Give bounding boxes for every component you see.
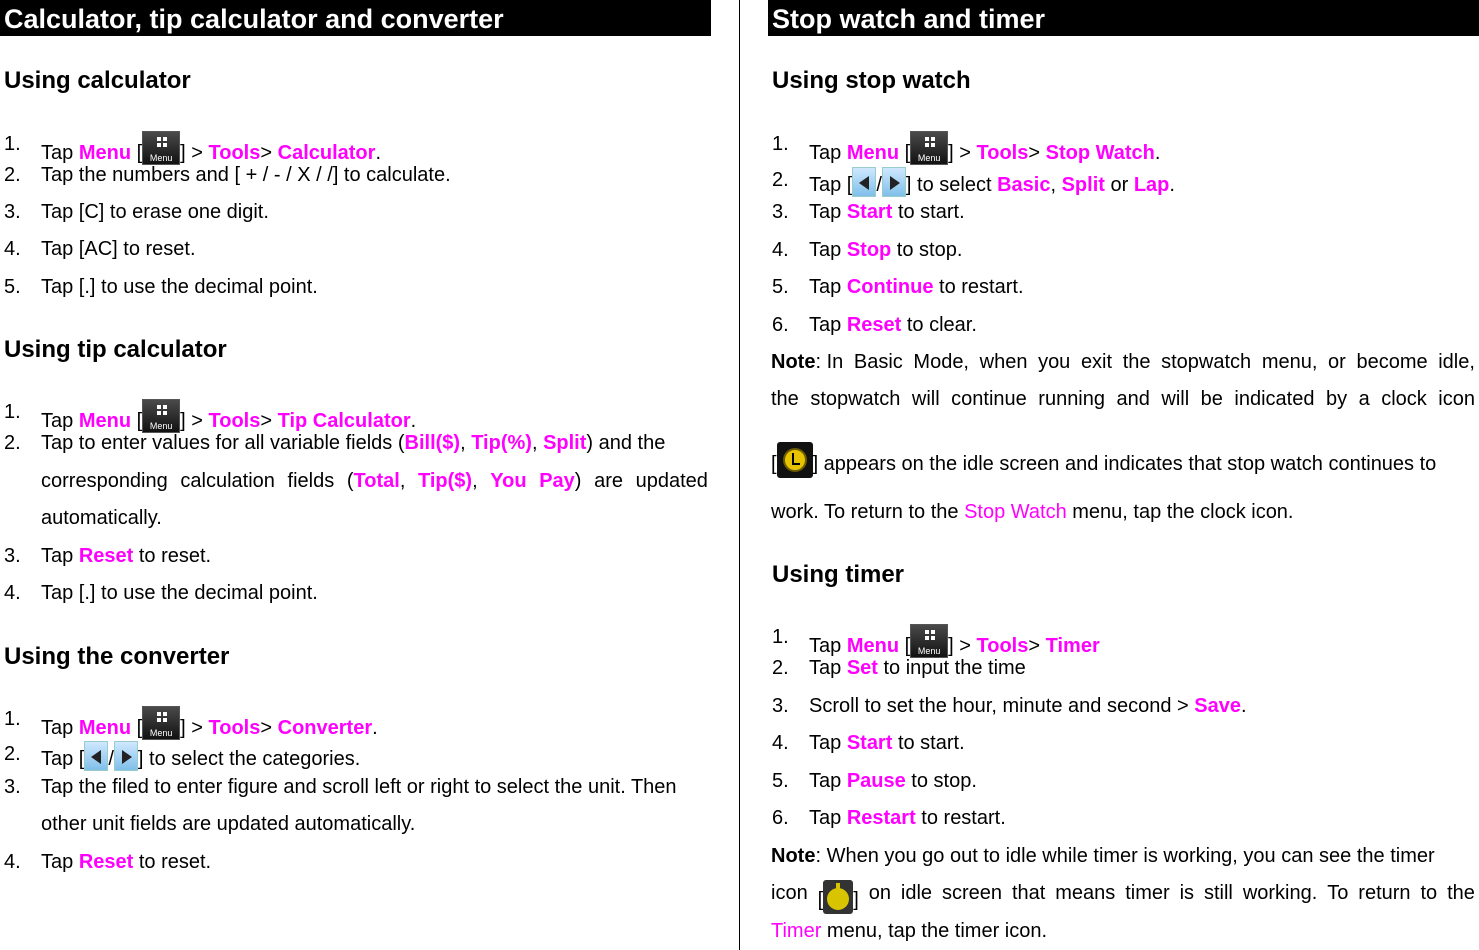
timer-note-line-1: Note: When you go out to idle while timer is working, you can see the timer [771,845,1435,867]
right-column: Stop watch and timer Using stop watch 1. Tap Menu [ Menu ] > Tools> Stop Watch. 2. Tap [ / ] to select Basic, Split or Lap. 3. Tap Start to start. 4. Tap Stop to stop. 5. Tap Continue to restart. 6. Tap Reset to clear. Note: In Basic Mode, when you exit the stopwatch menu, or become idle, the stopwatch will continue running and will be indicated by a clock icon [ ] appears on the idle screen and indicates that stop watch continues to work. To return to the Stop Watch menu, tap the clock icon. Using timer 1. Tap Menu [ Menu ] > Tools> Timer 2. Tap Set to input the time 3. Scroll to set the hour, minute and second > Save. 4. Tap Start to start. 5. Tap Pause to stop. 6. Tap Restart to restart. Note: When you go out to idle while timer is working, you can see the timer icon [ ] on idle screen that means timer is still working. To return to the Timer menu, tap the timer icon. [768,0,1479,36]
calculator-keyword: Calculator [277,142,376,164]
timer-note-line-3: Timer menu, tap the timer icon. [771,920,1048,942]
menu-icon: Menu [142,399,180,433]
sw-note-line-2: the stopwatch will continue running and will be indicated by a clock icon [771,388,1475,410]
menu-icon: Menu [910,131,948,165]
column-divider [739,0,740,950]
menu-icon: Menu [142,131,180,165]
right-title-bar: Stop watch and timer [768,0,1479,36]
timer-heading: Using timer [772,561,905,588]
arrow-right-icon [114,741,138,771]
menu-icon: Menu [910,624,948,658]
left-title-bar: Calculator, tip calculator and converter [0,0,711,36]
tip-step-2-line-2: corresponding calculation fields (Total, Tip($), You Pay) are updated [41,470,708,492]
timer-note-line-2: icon [ ] on idle screen that means timer is still working. To return to the [771,880,1475,914]
timer-keyword: Timer [1045,635,1100,657]
arrow-left-icon [852,167,876,197]
stopwatch-heading: Using stop watch [772,67,971,94]
clock-icon [777,442,813,478]
menu-icon: Menu [142,706,180,740]
timer-icon [823,880,853,914]
tip-calculator-keyword: Tip Calculator [277,410,411,432]
stop-watch-link: Stop Watch [964,501,1067,523]
left-column: Calculator, tip calculator and converter Using calculator 1. Tap Menu [ Menu ] > Tools> Calculator. 2. Tap the numbers and [ + / - / X / /] to calculate. 3. Tap [C] to erase one digit. 4. Tap [AC] to reset. 5. Tap [.] to use the decimal point. Using tip calculator 1. Tap Menu [ Menu ] > Tools> Tip Calculator. 2. Tap to enter values for all variable fields (Bill($), Tip(%), Split) and the corresponding calculation fields (Total, Tip($), You Pay) are updated automatically. 3. Tap Reset to reset. 4. Tap [.] to use the decimal point. Using the converter 1. Tap Menu [ Menu ] > Tools> Converter. 2. Tap [ / ] to select the categories. 3. Tap the filed to enter figure and scroll left or right to select the unit. Then other unit fields are updated automatically. 4. Tap Reset to reset. [0,0,711,36]
converter-keyword: Converter [277,717,373,739]
sw-note-line-4: work. To return to the Stop Watch menu, tap the clock icon. [771,501,1294,523]
tools-keyword: Tools [208,142,261,164]
sw-note-line-1: Note: In Basic Mode, when you exit the stopwatch menu, or become idle, [771,351,1475,373]
arrow-right-icon [882,167,906,197]
arrow-left-icon [84,741,108,771]
stop-watch-keyword: Stop Watch [1045,142,1155,164]
conv-step-3-line-2: other unit fields are updated automatically. [41,813,416,835]
converter-heading: Using the converter [4,643,230,670]
calculator-heading: Using calculator [4,67,191,94]
timer-link: Timer [771,920,822,942]
sw-note-line-3: [ ] appears on the idle screen and indicates that stop watch continues to [771,438,1475,490]
tip-calculator-heading: Using tip calculator [4,336,227,363]
tip-step-2-line-3: automatically. [41,507,162,529]
menu-keyword: Menu [78,142,132,164]
